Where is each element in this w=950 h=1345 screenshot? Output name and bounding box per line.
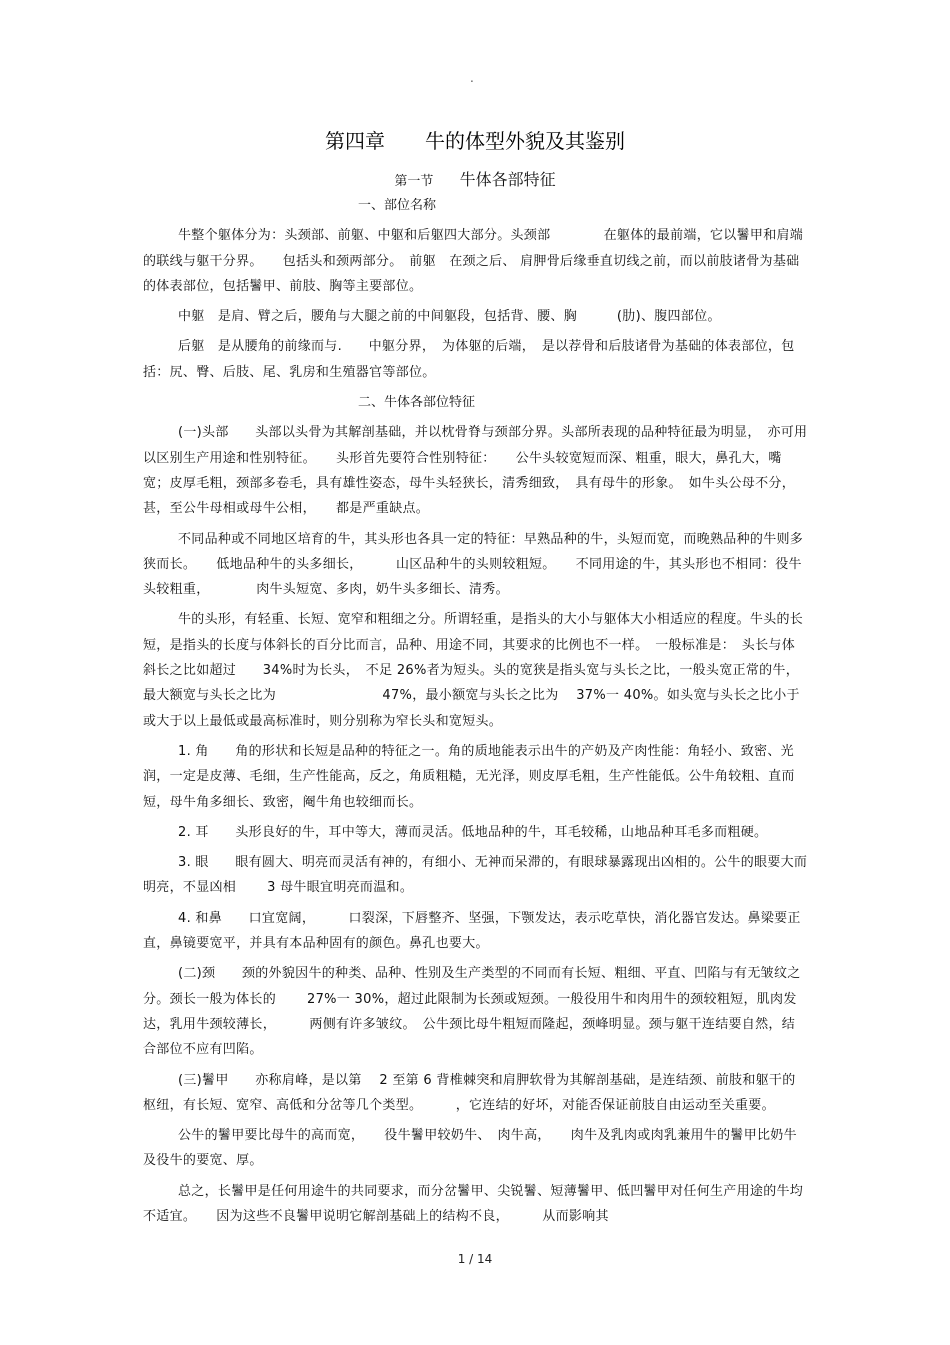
section-number: 第一节 xyxy=(394,174,434,189)
paragraph: 1. 角 角的形状和长短是品种的特征之一。角的质地能表示出牛的产奶及产肉性能：角轻小、致密、光润，一定是皮薄、毛细，生产性能高，反之，角质粗糙，无光泽，则皮厚毛粗，生产性能低。公牛角较粗、直而短，母牛角多细长、致密，阉牛角也较细而长。 xyxy=(143,743,795,810)
subheading-part-features: 二、牛体各部位特征 xyxy=(358,395,476,411)
subheading-part-names: 一、部位名称 xyxy=(358,198,437,213)
paragraph: 公牛的鬐甲要比母牛的高而宽， 役牛鬐甲较奶牛、 肉牛高， 肉牛及乳肉或肉乳兼用牛的鬐甲比奶牛及役牛的要宽、厚。 xyxy=(143,1128,797,1169)
section-heading xyxy=(0,170,950,192)
paragraph: 2. 耳 头形良好的牛，耳中等大，薄而灵活。低地品种的牛，耳毛较稀，山地品种耳毛多而粗硬。 xyxy=(178,824,768,840)
paragraph: 中躯 是肩、臂之后，腰角与大腿之前的中间躯段，包括背、腰、胸 (肋)、腹四部位。 xyxy=(178,309,721,325)
paragraph: (一)头部 头部以头骨为其解剖基础，并以枕骨脊与颈部分界。头部所表现的品种特征最为明显， 亦可用以区别生产用途和性别特征。 头形首先要符合性别特征： 公牛头较宽短而深、粗重，眼大，鼻孔大，嘴宽；皮厚毛粗，颈部多卷毛，具有雄性姿态，母牛头轻狭长，清秀细致， 具有母牛的形象。 如牛头公母不分， 甚，至公牛母相或母牛公相， 都是严重缺点。 xyxy=(143,425,808,517)
paragraph: 不同品种或不同地区培育的牛，其头形也各具一定的特征：早熟品种的牛，头短而宽，而晚熟品种的牛则多狭而长。 低地品种牛的头多细长， 山区品种牛的头则较粗短。 不同用途的牛，其头形也不相同：役牛头较粗重， 肉牛头短宽、多肉，奶牛头多细长、清秀。 xyxy=(143,531,804,598)
header-dot: . xyxy=(470,71,474,85)
paragraph: 4. 和鼻 口宜宽阔， 口裂深，下唇整齐、坚强，下颚发达，表示吃草快，消化器官发达。鼻梁要正直，鼻镜要宽平，并具有本品种固有的颜色。鼻孔也要大。 xyxy=(143,910,801,952)
paragraph: 牛的头形，有轻重、长短、宽窄和粗细之分。所谓轻重，是指头的大小与躯体大小相适应的程度。牛头的长短，是指头的长度与体斜长的百分比而言，品种、用途不同，其要求的比例也不一样。 一般标准是： 头长与体斜长之比如超过 34%时为长头， 不足 26%者为短头。头的宽狭是指头宽与头长之比，一般头宽正常的牛，最大额宽与头长之比为 47%，最小额宽与头长之比为 37%一 40%。如头宽与头长之比小于或大于以上最低或最高标准时，则分别称为窄长头和宽短头。 xyxy=(143,612,804,729)
page-number: 1 / 14 xyxy=(457,1252,493,1266)
section-title: 牛体各部特征 xyxy=(459,170,556,189)
paragraph: 3. 眼 眼有圆大、明亮而灵活有神的，有细小、无神而呆滞的，有眼球暴露现出凶相的。公牛的眼要大而明亮，不显凶相 3 母牛眼宜明亮而温和。 xyxy=(143,855,808,896)
paragraph: 牛整个躯体分为：头颈部、前躯、中躯和后躯四大部分。头颈部 在躯体的最前端，它以鬐甲和肩端的联线与躯干分界。 包括头和颈两部分。 前躯 在颈之后、 肩胛骨后缘垂直切线之前，而以前肢诸骨为基础的体表部位，包括鬐甲、前肢、胸等主要部位。 xyxy=(143,228,804,294)
paragraph: 总之，长鬐甲是任何用途牛的共同要求，而分岔鬐甲、尖锐鬐、短薄鬐甲、低凹鬐甲对任何生产用途的牛均不适宜。 因为这些不良鬐甲说明它解剖基础上的结构不良， 从而影响其 xyxy=(143,1183,804,1224)
paragraph: (二)颈 颈的外貌因牛的种类、品种、性别及生产类型的不同而有长短、粗细、平直、凹陷与有无皱纹之分。颈长一般为体长的 27%一 30%，超过此限制为长颈或短颈。一般役用牛和肉用牛的颈较粗短，肌肉发达，乳用牛颈较薄长， 两侧有许多皱纹。 公牛颈比母牛粗短而隆起，颈峰明显。颈与躯干连结要自然，结合部位不应有凹陷。 xyxy=(143,966,801,1058)
document-body xyxy=(143,193,808,1234)
chapter-title: 第四章 牛的体型外貌及其鉴别 xyxy=(325,129,625,153)
paragraph: 后躯 是从腰角的前缘而与. 中躯分界， 为体躯的后端， 是以荐骨和后肢诸骨为基础的体表部位，包括：尻、臀、后肢、尾、乳房和生殖器官等部位。 xyxy=(143,339,795,380)
paragraph: (三)鬐甲 亦称肩峰，是以第 2 至第 6 背椎棘突和肩胛软骨为其解剖基础，是连结颈、前肢和躯干的枢纽，有长短、宽窄、高低和分岔等几个类型。 ，它连结的好坏，对能否保证前肢自由运动至关重要。 xyxy=(143,1072,796,1113)
